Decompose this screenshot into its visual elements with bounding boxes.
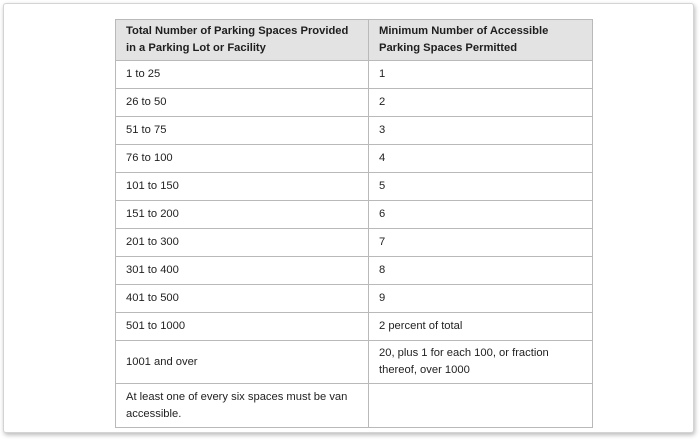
cell-total-spaces: 76 to 100 <box>116 145 369 173</box>
cell-total-spaces: 101 to 150 <box>116 173 369 201</box>
table-row-van-note <box>116 384 593 428</box>
cell-minimum-accessible: 6 <box>369 201 593 229</box>
cell-minimum-accessible: 2 <box>369 89 593 117</box>
table-header-row <box>116 20 593 61</box>
header-total-spaces: Total Number of Parking Spaces Provided in a Parking Lot or Facility <box>116 20 369 61</box>
cell-total-spaces: 401 to 500 <box>116 285 369 313</box>
table-row <box>116 313 593 341</box>
cell-minimum-accessible: 4 <box>369 145 593 173</box>
cell-total-spaces: 26 to 50 <box>116 89 369 117</box>
table-row <box>116 341 593 384</box>
cell-total-spaces: 51 to 75 <box>116 117 369 145</box>
table-row <box>116 285 593 313</box>
table-row <box>116 257 593 285</box>
header-minimum-accessible: Minimum Number of Accessible Parking Spaces Permitted <box>369 20 593 61</box>
cell-total-spaces: 201 to 300 <box>116 229 369 257</box>
accessible-parking-table <box>115 19 593 428</box>
table-row <box>116 145 593 173</box>
table-row <box>116 229 593 257</box>
cell-minimum-accessible: 2 percent of total <box>369 313 593 341</box>
cell-minimum-accessible: 5 <box>369 173 593 201</box>
cell-van-accessible-note: At least one of every six spaces must be van accessible. <box>116 384 369 428</box>
cell-total-spaces: 1 to 25 <box>116 61 369 89</box>
table-row <box>116 61 593 89</box>
cell-minimum-accessible: 8 <box>369 257 593 285</box>
table-row <box>116 89 593 117</box>
cell-minimum-accessible: 1 <box>369 61 593 89</box>
cell-empty <box>369 384 593 428</box>
cell-total-spaces: 501 to 1000 <box>116 313 369 341</box>
cell-total-spaces: 301 to 400 <box>116 257 369 285</box>
cell-total-spaces: 151 to 200 <box>116 201 369 229</box>
screenshot-frame <box>3 3 694 433</box>
cell-minimum-accessible: 20, plus 1 for each 100, or fraction thereof, over 1000 <box>369 341 593 384</box>
table-row <box>116 173 593 201</box>
cell-minimum-accessible: 9 <box>369 285 593 313</box>
cell-minimum-accessible: 7 <box>369 229 593 257</box>
cell-minimum-accessible: 3 <box>369 117 593 145</box>
table-row <box>116 117 593 145</box>
cell-total-spaces: 1001 and over <box>116 341 369 384</box>
table-row <box>116 201 593 229</box>
